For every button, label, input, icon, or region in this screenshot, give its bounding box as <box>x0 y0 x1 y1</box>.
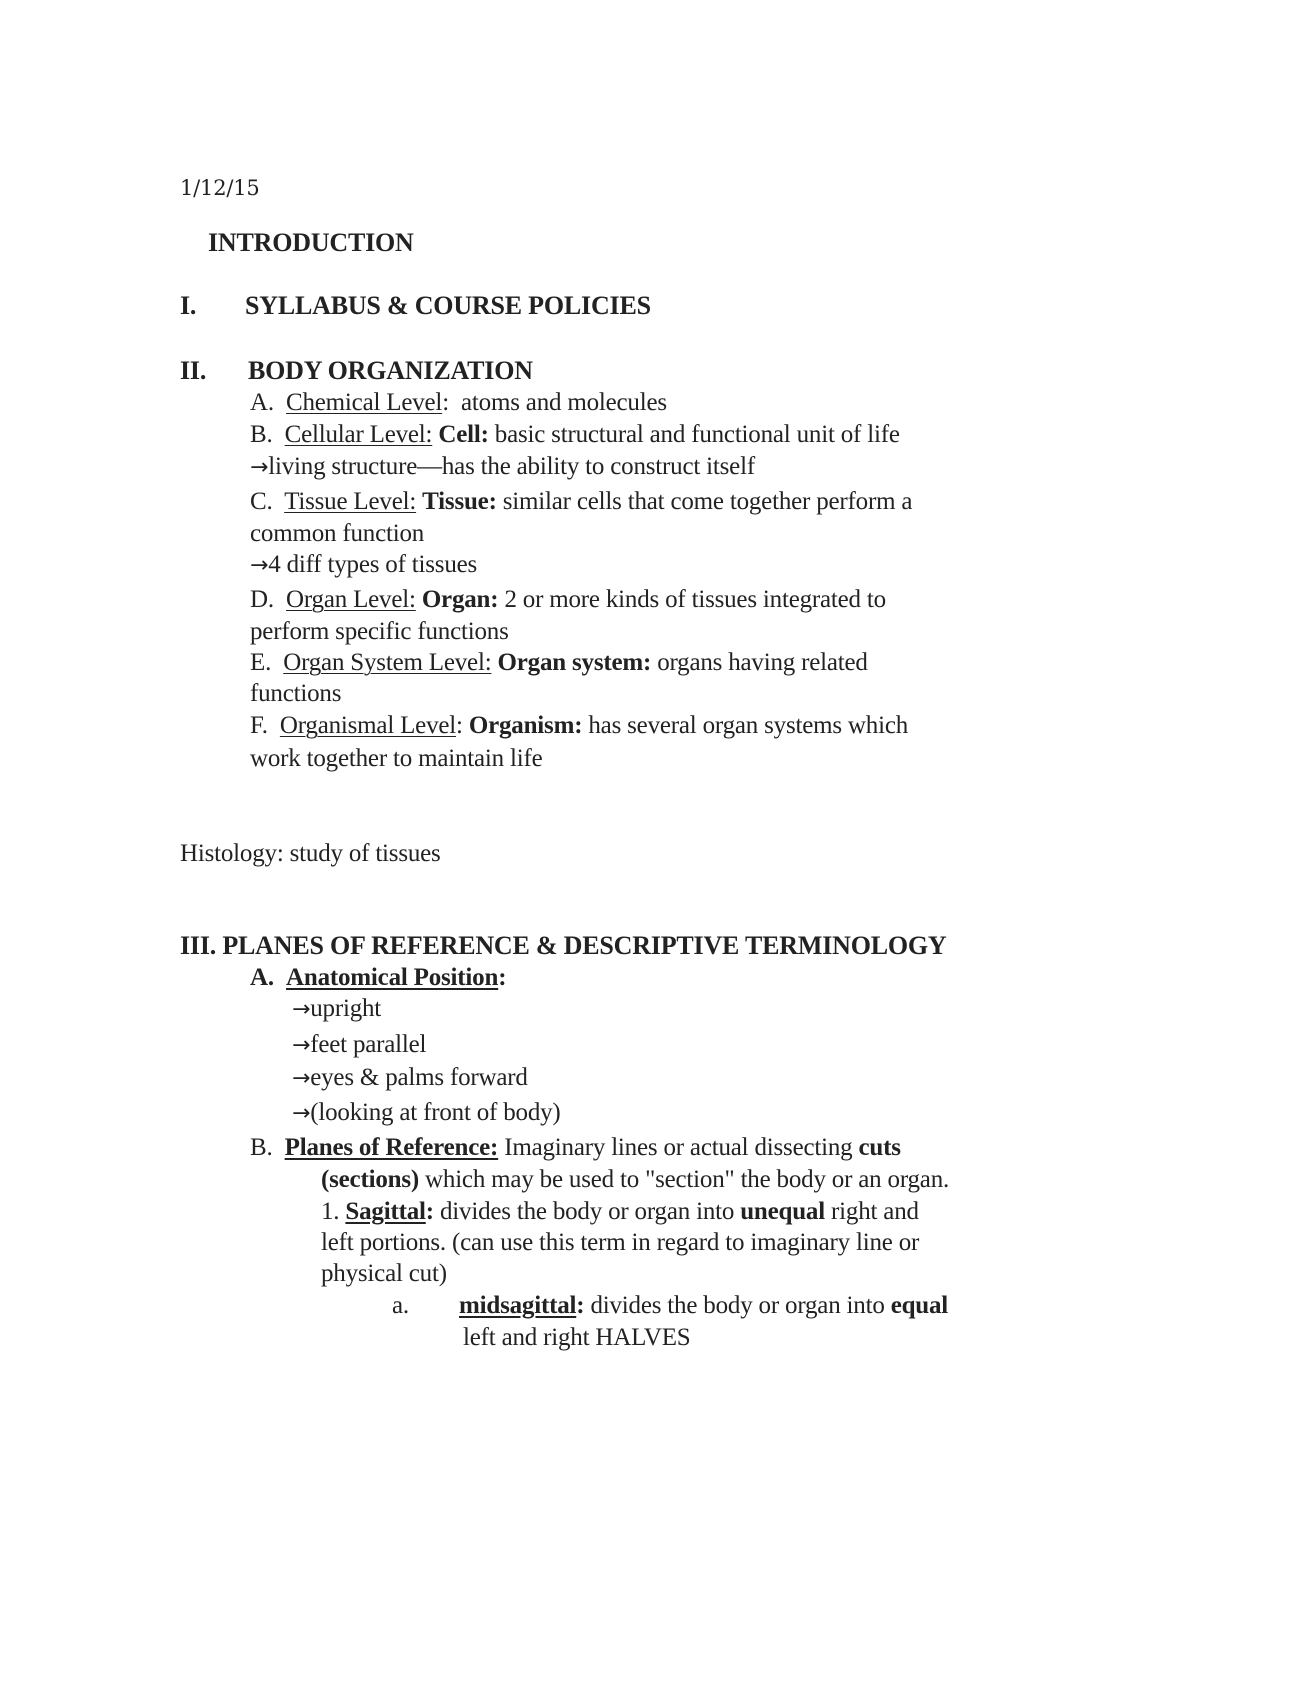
item-organ-level <box>250 584 886 616</box>
midsagittal-separator: : <box>576 1292 585 1319</box>
level-description: 2 or more kinds of tissues integrated to <box>498 586 886 613</box>
arrow-right-icon: → <box>292 997 311 1022</box>
level-term: Organism: <box>468 712 583 739</box>
arrow-right-icon: → <box>292 1101 311 1126</box>
tissue-description-continued: common function <box>250 520 425 547</box>
midsagittal-line-2: left and right HALVES <box>463 1324 691 1351</box>
item-letter: E. <box>250 649 272 676</box>
item-organismal-level <box>250 710 908 742</box>
item-letter: A. <box>250 389 274 416</box>
organ-system-description-continued: functions <box>250 680 342 707</box>
level-name: Tissue Level: <box>284 488 417 515</box>
midsagittal-description: divides the body or organ into <box>584 1292 891 1319</box>
point-text: upright <box>310 995 382 1022</box>
sections-term: (sections) <box>321 1166 419 1193</box>
planes-of-reference-term: Planes of Reference: <box>284 1134 499 1161</box>
level-term: Organ system: <box>497 649 652 676</box>
organ-description-continued: perform specific functions <box>250 618 509 645</box>
sagittal-number: 1. <box>321 1198 340 1225</box>
organismal-description-continued: work together to maintain life <box>250 745 543 772</box>
note-text: living structure—has the ability to construct itself <box>268 453 755 480</box>
level-description: organs having related <box>651 649 868 676</box>
point-text: eyes & palms forward <box>310 1064 528 1091</box>
level-separator: : <box>442 389 449 416</box>
item-tissue-level <box>250 486 912 518</box>
level-name: Cellular Level: <box>284 421 433 448</box>
item-organ-system-level <box>250 647 868 679</box>
histology-definition: Histology: study of tissues <box>180 840 441 867</box>
heading-separator: : <box>498 964 507 991</box>
note-text: 4 diff types of tissues <box>268 551 478 578</box>
level-description: atoms and molecules <box>448 389 667 416</box>
item-letter: F. <box>250 712 268 739</box>
level-description: similar cells that come together perform a <box>496 488 913 515</box>
section-3-title: III. PLANES OF REFERENCE & DESCRIPTIVE TERMINOLOGY <box>180 931 947 960</box>
equal-term: equal <box>890 1292 949 1319</box>
planes-description-end: which may be used to "section" the body or an organ. <box>418 1166 950 1193</box>
sagittal-line-2: left portions. (can use this term in regard to imaginary line or <box>321 1229 920 1256</box>
item-letter: C. <box>250 488 273 515</box>
anatomical-point <box>292 993 381 1026</box>
cuts-term: cuts <box>858 1134 901 1161</box>
level-name: Organismal Level <box>279 712 457 739</box>
unequal-term: unequal <box>740 1198 825 1225</box>
item-letter: A. <box>250 964 274 991</box>
planes-of-reference-heading <box>250 1132 901 1164</box>
planes-description-continued <box>321 1164 949 1196</box>
item-cellular-level <box>250 419 900 451</box>
sagittal-description-end: right and <box>824 1198 919 1225</box>
arrow-right-icon: → <box>292 1033 311 1058</box>
anatomical-point <box>292 1029 426 1062</box>
anatomical-position-term: Anatomical Position <box>286 964 499 991</box>
section-2-number: II. <box>180 356 207 385</box>
midsagittal-term: midsagittal <box>459 1292 577 1319</box>
level-name: Chemical Level <box>286 389 443 416</box>
section-1-number: I. <box>180 291 197 320</box>
arrow-right-icon: → <box>250 553 269 578</box>
sagittal-term: Sagittal <box>345 1198 426 1225</box>
sagittal-definition <box>321 1196 919 1228</box>
section-1-title: SYLLABUS & COURSE POLICIES <box>245 291 651 320</box>
level-separator: : <box>456 712 463 739</box>
point-text: feet parallel <box>310 1031 427 1058</box>
arrow-right-icon: → <box>250 455 269 480</box>
item-letter: B. <box>250 421 273 448</box>
level-name: Organ System Level: <box>283 649 492 676</box>
item-letter: D. <box>250 586 274 613</box>
arrow-right-icon: → <box>292 1066 311 1091</box>
item-chemical-level <box>250 387 667 419</box>
document-title: INTRODUCTION <box>208 228 414 257</box>
midsagittal-definition <box>459 1290 948 1322</box>
section-2-title: BODY ORGANIZATION <box>248 356 533 385</box>
cellular-note <box>250 451 755 484</box>
planes-description: Imaginary lines or actual dissecting <box>498 1134 859 1161</box>
level-description: has several organ systems which <box>582 712 909 739</box>
sagittal-description: divides the body or organ into <box>433 1198 741 1225</box>
date: 1/12/15 <box>180 176 260 200</box>
level-description: basic structural and functional unit of life <box>488 421 900 448</box>
sagittal-line-3: physical cut) <box>321 1260 447 1287</box>
tissue-note <box>250 549 477 582</box>
point-text: (looking at front of body) <box>310 1099 561 1126</box>
level-term: Tissue: <box>422 488 497 515</box>
level-term: Cell: <box>438 421 489 448</box>
sagittal-separator: : <box>425 1198 434 1225</box>
anatomical-position-heading <box>250 962 506 994</box>
item-letter: B. <box>250 1134 273 1161</box>
level-name: Organ Level: <box>286 586 416 613</box>
anatomical-point <box>292 1062 528 1095</box>
anatomical-point <box>292 1097 561 1130</box>
level-term: Organ: <box>421 586 499 613</box>
midsagittal-letter: a. <box>392 1292 409 1319</box>
